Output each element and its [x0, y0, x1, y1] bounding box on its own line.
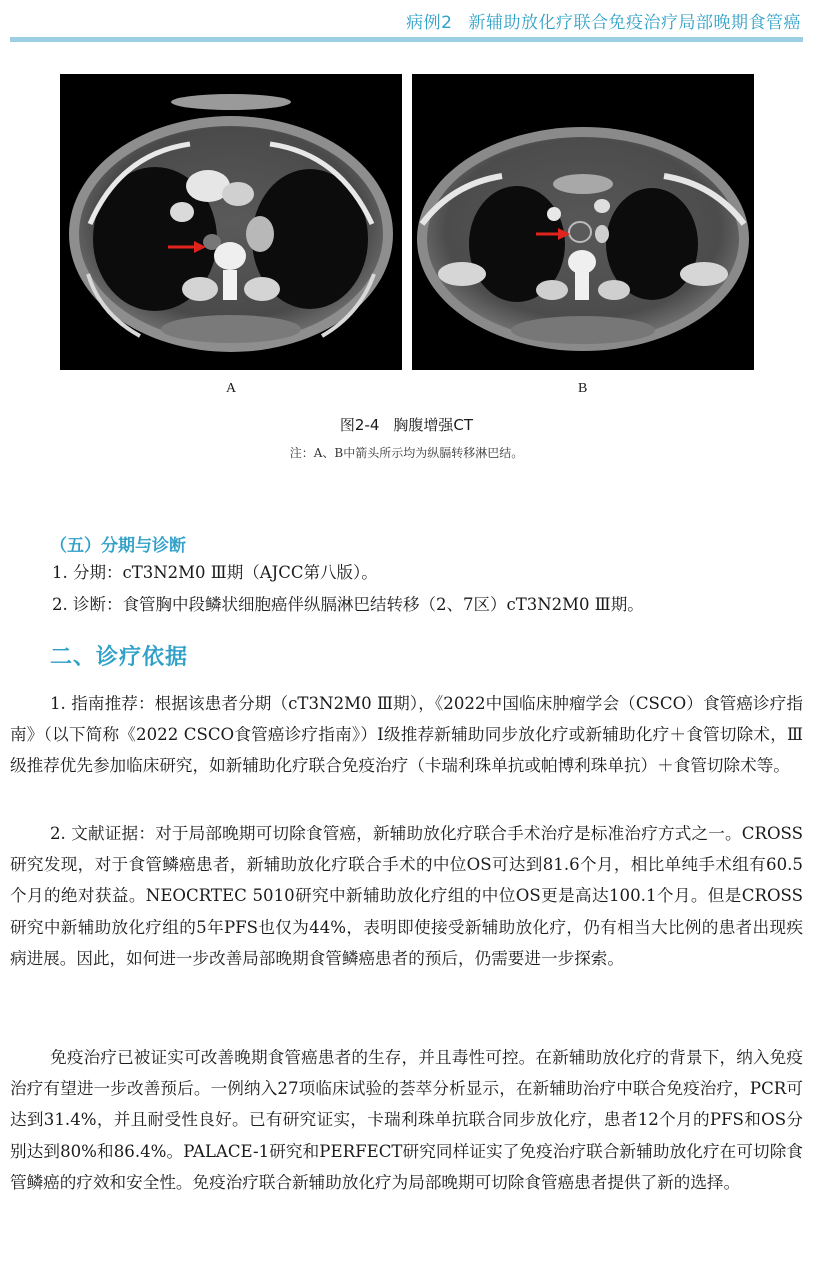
- panel-label-b: B: [578, 381, 588, 396]
- paragraph-immunotherapy-text: 免疫治疗已被证实可改善晚期食管癌患者的生存，并且毒性可控。在新辅助放化疗的背景下，纳入免疫治疗有望进一步改善预后。一例纳入27项临床试验的荟萃分析显示，在新辅助治疗中联合免疫治疗，PCR可达到31.4%，并且耐受性良好。已有研究证实，卡瑞利珠单抗联合同步放化疗，患者12个月的PFS和OS分别达到80%和86.4%。PALACE-1研究和PERFECT研究同样证实了免疫治疗联合新辅助放化疗在可切除食管鳞癌的疗效和安全性。免疫治疗联合新辅助放化疗为局部晚期可切除食管癌患者提供了新的选择。: [10, 1048, 803, 1192]
- figure-note: 注：A、B中箭头所示均为纵膈转移淋巴结。: [289, 446, 524, 460]
- paragraph-guideline-text: 1. 指南推荐：根据该患者分期（cT3N2M0 Ⅲ期），《2022中国临床肿瘤学会（CSCO）食管癌诊疗指南》（以下简称《2022 CSCO食管癌诊疗指南》）Ⅰ级推荐新辅助同步放化疗或新辅助化疗＋食管切除术，Ⅲ级推荐优先参加临床研究，如新辅助化疗联合免疫治疗（卡瑞利珠单抗或帕博利珠单抗）＋食管切除术等。: [10, 694, 803, 776]
- ct-image-b: [412, 74, 754, 370]
- panel-label-a: A: [226, 381, 237, 396]
- staging-heading: （五）分期与诊断: [50, 536, 186, 556]
- ct-image-a: [60, 74, 402, 370]
- header-rule: [10, 37, 803, 42]
- figure-title: 胸腹增强CT: [393, 416, 474, 434]
- staging-item-2: 2. 诊断：食管胸中段鳞状细胞癌伴纵膈淋巴结转移（2、7区）cT3N2M0 Ⅲ期。: [52, 595, 644, 614]
- running-header: [406, 8, 801, 33]
- case-label: 病例2: [406, 13, 453, 33]
- paragraph-evidence: [10, 818, 803, 974]
- figure-number: 图2-4: [339, 416, 380, 434]
- section-heading: 二、诊疗依据: [50, 645, 189, 670]
- case-title: 新辅助放化疗联合免疫治疗局部晚期食管癌: [468, 13, 801, 33]
- paragraph-immunotherapy: [10, 1042, 803, 1198]
- staging-item-1: 1. 分期：cT3N2M0 Ⅲ期（AJCC第八版）。: [52, 563, 378, 582]
- figure-caption: [0, 414, 813, 435]
- paragraph-guideline: [10, 688, 803, 782]
- paragraph-evidence-text: 2. 文献证据：对于局部晚期可切除食管癌，新辅助放化疗联合手术治疗是标准治疗方式之一。CROSS研究发现，对于食管鳞癌患者，新辅助放化疗联合手术的中位OS可达到81.6个月，相比单纯手术组有60.5个月的绝对获益。NEOCRTEC 5010研究中新辅助放化疗组的中位OS更是高达100.1个月。但是CROSS研究中新辅助放化疗组的5年PFS也仅为44%，表明即使接受新辅助放化疗，仍有相当大比例的患者出现疾病进展。因此，如何进一步改善局部晚期食管鳞癌患者的预后，仍需要进一步探索。: [10, 824, 803, 968]
